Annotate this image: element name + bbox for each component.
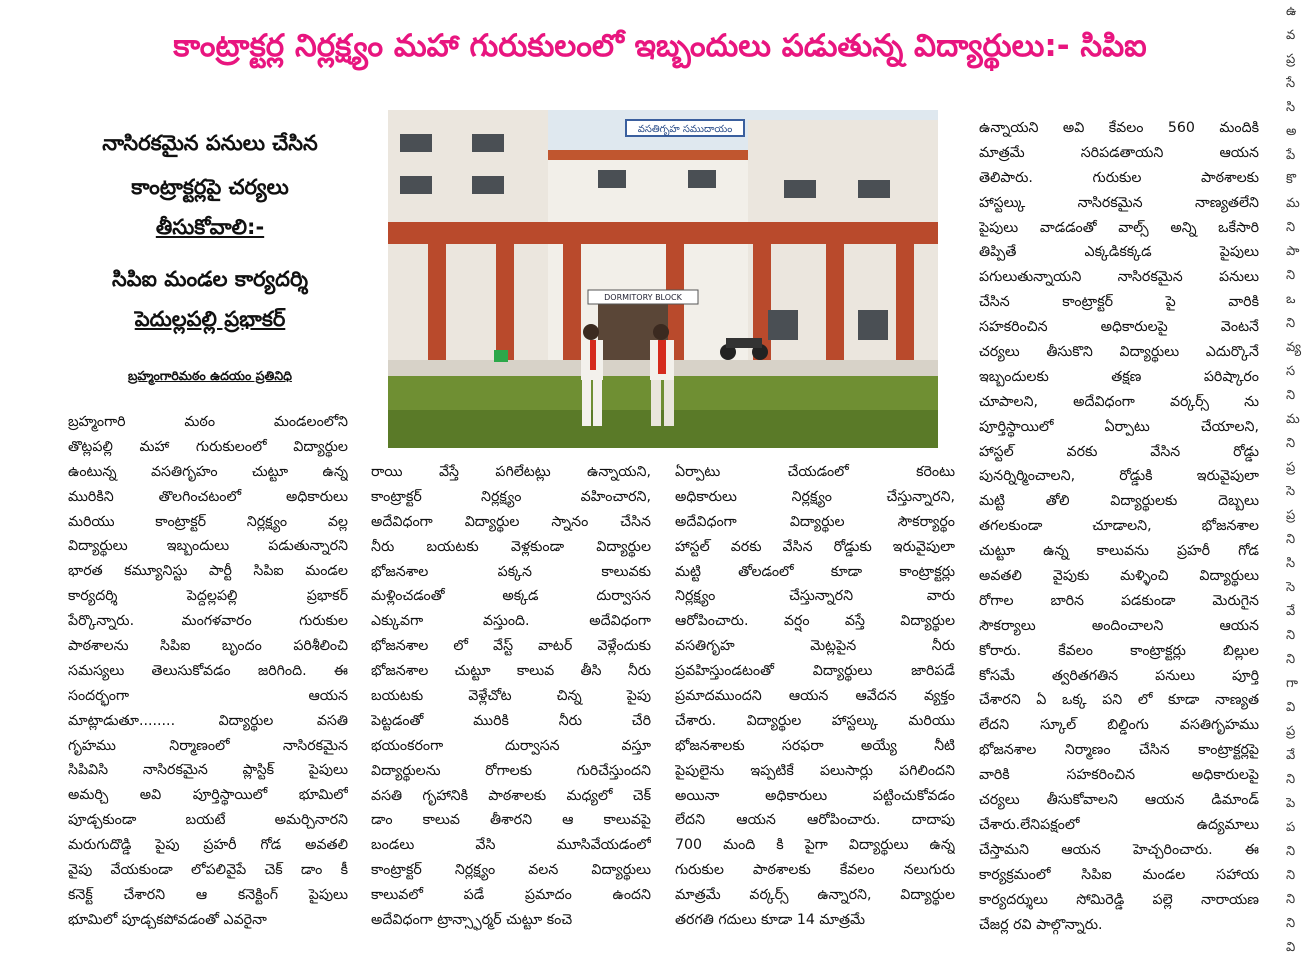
article-column-4 xyxy=(979,116,1259,937)
article-line: కాంట్రాక్టర్ నిర్లక్ష్యం వలన విద్యార్థులు xyxy=(371,862,651,879)
article-line: మురికిని తొలగించటంలో అధికారులు xyxy=(68,488,348,505)
edge-glyph: ని xyxy=(1286,436,1296,451)
article-line: పునర్నిర్మించాలని, రోడ్డుకి ఇరువైపులా xyxy=(979,468,1259,485)
article-line: లేదని ఆయన ఆరోపించారు. దాదాపు xyxy=(675,812,955,829)
article-line: బండలు వేసి మూసివేయడంలో xyxy=(371,837,651,854)
article-line: వసతి గృహానికి పాఠశాలకు మధ్యలో చెక్ xyxy=(371,787,651,804)
article-line: నీరు బయటకు వెళ్లకుండా విద్యార్థుల xyxy=(371,538,651,555)
photo-board-text: DORMITORY BLOCK xyxy=(604,293,682,302)
edge-glyph: పె xyxy=(1286,796,1296,811)
article-line: తరగతి గదులు కూడా 14 మాత్రమే xyxy=(675,912,866,929)
edge-glyph: ఉ xyxy=(1286,4,1297,19)
subhead-line-1: నాసిరకమైన పనులు చేసిన xyxy=(102,131,318,155)
article-line: ఏర్పాటు చేయడంలో కరెంటు xyxy=(675,464,955,480)
article-line: సహకరించిన అధికారులపై వెంటనే xyxy=(979,319,1259,336)
edge-glyph: ప్ర xyxy=(1286,460,1296,475)
article-line: మట్టి తోలి విద్యార్థులకు దెబ్బలు xyxy=(979,493,1259,510)
edge-glyph: గా xyxy=(1286,676,1298,691)
edge-glyph: ఒ xyxy=(1286,292,1296,307)
article-line: డాం కాలువ తీశారని ఆ కాలువపై xyxy=(371,812,651,829)
edge-glyph: పే xyxy=(1286,148,1296,163)
article-line: పైపులు వాడడంతో వాల్స్ అన్ని ఒకేసారి xyxy=(979,219,1259,236)
article-line: పూర్తిస్థాయిలో ఏర్పాటు చేయాలని, xyxy=(979,418,1259,435)
article-line: పెట్టడంతో మురికి నీరు చేరి xyxy=(371,712,651,729)
article-line: అదేవిధంగా విద్యార్థుల సౌకర్యార్థం xyxy=(675,513,955,530)
edge-glyph: సె xyxy=(1286,580,1296,595)
edge-glyph: ని xyxy=(1286,388,1296,403)
edge-glyph: ని xyxy=(1286,916,1296,931)
edge-glyph: ని xyxy=(1286,316,1296,331)
article-line: సందర్భంగా ఆయన xyxy=(68,687,348,704)
article-line: సమస్యలు తెలుసుకోవడం జరిగింది. ఈ xyxy=(68,662,348,679)
article-line: భోజనశాలకు సరఫరా అయ్యే నీటి xyxy=(675,737,955,754)
edge-glyph: అ xyxy=(1286,124,1297,139)
article-line: తిప్పితే ఎక్కడికక్కడ పైపులు xyxy=(979,244,1259,261)
article-line: కాంట్రాక్టర్ నిర్లక్ష్యం వహించారని, xyxy=(371,488,651,505)
edge-glyph: ని xyxy=(1286,268,1296,283)
subhead-line-5: పెదుల్లపల్లి ప్రభాకర్ xyxy=(134,307,286,331)
edge-glyph: ని xyxy=(1286,844,1296,859)
photo-sign-text: వసతిగృహ సముదాయం xyxy=(637,124,733,135)
edge-glyph: ని xyxy=(1286,532,1296,547)
article-line: భోజనశాల పక్కన కాలువకు xyxy=(371,563,651,580)
edge-glyph: ని xyxy=(1286,220,1296,235)
article-line: చేశారు.లేనిపక్షంలో ఉద్యమాలు xyxy=(979,816,1259,833)
article-line: మాత్రమే వర్కర్స్ ఉన్నారని, విద్యార్థుల xyxy=(675,887,955,904)
edge-glyph: ప్ర xyxy=(1286,724,1296,739)
article-column-3 xyxy=(675,460,955,933)
article-line: ఆరోపించారు. వర్షం వస్తే విద్యార్థుల xyxy=(675,613,955,630)
article-line: చేసిన కాంట్రాక్టర్ పై వారికి xyxy=(979,294,1259,311)
news-photo xyxy=(388,110,938,448)
edge-glyph: సి xyxy=(1286,556,1296,571)
article-line: భూమిలో పూడ్చకపోవడంతో ఎవరైనా xyxy=(68,911,267,928)
edge-glyph: వి xyxy=(1286,940,1296,955)
edge-glyph: పా xyxy=(1286,244,1300,259)
adjacent-article-edge xyxy=(1286,0,1306,961)
article-line: హాస్టల్కు నాసిరకమైన నాణ్యతలేని xyxy=(979,194,1259,211)
edge-glyph: వే xyxy=(1286,748,1296,763)
article-line: ఎక్కువగా వస్తుంది. అదేవిధంగా xyxy=(371,613,651,630)
subhead-line-3: తీసుకోవాలి:- xyxy=(155,215,265,239)
edge-glyph: మ xyxy=(1286,412,1300,427)
article-line: చేస్తామని ఆయన హెచ్చరించారు. ఈ xyxy=(979,841,1259,858)
edge-glyph: ని xyxy=(1286,772,1296,787)
article-line: తొట్లపల్లి మహా గురుకులంలో విద్యార్థుల xyxy=(68,438,348,455)
edge-glyph: ని xyxy=(1286,868,1296,883)
article-line: విద్యార్థులను రోగాలకు గురిచేస్తుందని xyxy=(371,762,651,779)
article-line: మాత్రమే సరిపడతాయని ఆయన xyxy=(979,144,1259,161)
article-line: అదేవిధంగా విద్యార్థుల స్నానం చేసిన xyxy=(371,513,651,530)
article-line: భోజనశాల నిర్మాణం చేసిన కాంట్రాక్టర్లపై xyxy=(979,742,1259,759)
article-line: గురుకుల పాఠశాలకు కేవలం నలుగురు xyxy=(675,862,955,879)
article-line: పూడ్చకుండా బయటే అమర్చినారని xyxy=(68,812,348,829)
article-line: బయటకు వెళ్లేచోట చిన్న పైపు xyxy=(371,688,651,705)
article-line: భోజనశాల చుట్టూ కాలువ తీసి నీరు xyxy=(371,663,651,680)
article-line: పైపులైను ఇప్పటికే పలుసార్లు పగిలిందని xyxy=(675,762,955,779)
edge-glyph: వే xyxy=(1286,604,1296,619)
hostel-building-illustration xyxy=(388,110,938,448)
article-line: చర్యలు తీసుకొని విద్యార్థులు ఎదుర్కొనే xyxy=(979,344,1259,361)
headline: కాంట్రాక్టర్ల నిర్లక్ష్యం మహా గురుకులంలో ఇబ్బందులు పడుతున్న విద్యార్థులు:- సిపిఐ xyxy=(173,28,1147,64)
article-line: నిర్లక్ష్యం చేస్తున్నారని వారు xyxy=(675,588,955,605)
article-line: భోజనశాల లో వేస్ట్ వాటర్ వెళ్లేందుకు xyxy=(371,638,651,655)
article-line: సిపివిసి నాసిరకమైన ప్లాస్టిక్ పైపులు xyxy=(68,762,348,779)
article-line: అమర్చి అవి పూర్తిస్థాయిలో భూమిలో xyxy=(68,787,348,804)
article-line: లేదని స్కూల్ బిల్డింగు వసతిగృహము xyxy=(979,717,1259,734)
article-line: కనెక్ట్ చేశారని ఆ కనెక్టింగ్ పైపులు xyxy=(68,886,348,903)
byline: బ్రహ్మంగారిమఠం ఉదయం ప్రతినిధి xyxy=(128,368,292,383)
article-line: చుట్టూ ఉన్న కాలువను ప్రహరీ గోడ xyxy=(979,543,1259,560)
article-line: కోసమే త్వరితగతిన పనులు పూర్తి xyxy=(979,667,1259,684)
edge-glyph: ప xyxy=(1286,820,1296,835)
subhead-line-4: సిపిఐ మండల కార్యదర్శి xyxy=(111,267,309,291)
article-line: మళ్లించడంతో అక్కడ దుర్వాసన xyxy=(371,588,651,605)
article-line: హాస్టల్ వరకు వేసిన రోడ్డుకు ఇరువైపులా xyxy=(675,538,955,555)
edge-glyph: కొ xyxy=(1286,172,1297,187)
article-line: కాలువలో పడే ప్రమాదం ఉందని xyxy=(371,887,651,904)
article-line: భయంకరంగా దుర్వాసన వస్తూ xyxy=(371,737,651,754)
edge-glyph: సె xyxy=(1286,484,1296,499)
article-line: చర్యలు తీసుకోవాలని ఆయన డిమాండ్ xyxy=(979,792,1259,809)
article-line: పేర్కొన్నారు. మంగళవారం గురుకుల xyxy=(68,613,348,630)
article-line: అవతలి వైపుకు మళ్ళించి విద్యార్థులు xyxy=(979,568,1259,585)
article-line: వైపు వేయకుండా లోపలివైపే చెక్ డాం కీ xyxy=(68,862,348,879)
article-line: వారికి సహకరించిన అధికారులపై xyxy=(979,767,1259,784)
article-line: అయినా అధికారులు పట్టించుకోవడం xyxy=(675,787,955,804)
article-line: తగలకుండా చూడాలని, భోజనశాల xyxy=(979,518,1259,535)
article-line: తెలిపారు. గురుకుల పాఠశాలకు xyxy=(979,169,1259,186)
article-line: 700 మంది కి పైగా విద్యార్థులు ఉన్న xyxy=(675,837,955,854)
edge-glyph: ప్ర xyxy=(1286,52,1296,67)
edge-glyph: ని xyxy=(1286,628,1296,643)
article-line: చూపాలని, అదేవిధంగా వర్కర్స్ ను xyxy=(979,393,1259,410)
edge-glyph: వ్య xyxy=(1286,340,1302,355)
article-line: మరియు కాంట్రాక్టర్ నిర్లక్ష్యం వల్ల xyxy=(68,513,348,530)
article-line: భారత కమ్యూనిస్టు పార్టీ సిపిఐ మండల xyxy=(68,563,348,580)
edge-glyph: స xyxy=(1286,364,1296,379)
edge-glyph: ని xyxy=(1286,652,1296,667)
article-line: కోరారు. కేవలం కాంట్రాక్టర్లు బిల్లుల xyxy=(979,642,1259,659)
edge-glyph: ని xyxy=(1286,892,1296,907)
article-line: మాట్లాడుతూ........ విద్యార్థుల వసతి xyxy=(68,712,348,729)
edge-glyph: సి xyxy=(1286,100,1296,115)
article-line: మరుగుదొడ్డి పైపు ప్రహరీ గోడ అవతలి xyxy=(68,837,348,854)
article-line: బ్రహ్మంగారి మఠం మండలంలోని xyxy=(68,414,348,430)
article-line: విద్యార్థులు ఇబ్బందులు పడుతున్నారని xyxy=(68,538,348,555)
article-line: హాస్టల్ వరకు వేసిన రోడ్డు xyxy=(979,443,1259,460)
edge-glyph: వ xyxy=(1286,28,1296,43)
article-line: గృహము నిర్మాణంలో నాసిరకమైన xyxy=(68,737,348,754)
article-line: పగులుతున్నాయని నాసిరకమైన పనులు xyxy=(979,269,1259,286)
article-line: రాయి వేస్తే పగిలేటట్లు ఉన్నాయని, xyxy=(371,464,651,480)
article-line: అదేవిధంగా ట్రాన్స్ఫార్మర్ చుట్టూ కంచె xyxy=(371,912,573,929)
green-bin xyxy=(494,350,508,362)
edge-glyph: సే xyxy=(1286,76,1296,91)
article-line: కార్యదర్శులు సోమిరెడ్డి పల్లె నారాయణ xyxy=(979,891,1259,908)
article-line: కార్యక్రమంలో సిపిఐ మండల సహాయ xyxy=(979,866,1259,883)
article-column-2 xyxy=(371,460,651,933)
edge-glyph: వి xyxy=(1286,700,1296,715)
article-line: సౌకర్యాలు అందించాలని ఆయన xyxy=(979,617,1259,634)
article-line: పాఠశాలను సిపిఐ బృందం పరిశీలించి xyxy=(68,638,348,655)
edge-glyph: మ xyxy=(1286,196,1300,211)
article-line: ఇబ్బందులకు తక్షణ పరిష్కారం xyxy=(979,368,1259,385)
article-line: చేజర్ల రవి పాల్గొన్నారు. xyxy=(979,916,1103,933)
article-line: రోగాల బారిన పడకుండా మెరుగైన xyxy=(979,592,1259,609)
article-line: మట్టి తోలడంలో కూడా కాంట్రాక్టర్లు xyxy=(675,563,955,580)
article-line: ఉన్నాయని అవి కేవలం 560 మందికి xyxy=(979,120,1259,136)
article-line: వసతిగృహ మెట్లపైన నీరు xyxy=(675,638,955,655)
article-line: ప్రమాదముందని ఆయన ఆవేదన వ్యక్తం xyxy=(675,688,955,705)
subhead-line-2: కాంట్రాక్టర్లపై చర్యలు xyxy=(131,175,289,199)
article-line: కార్యదర్శి పెద్దల్లపల్లి ప్రభాకర్ xyxy=(68,588,348,605)
article-line: చేశారు. విద్యార్థుల హాస్టల్కు మరియు xyxy=(675,712,955,729)
article-line: అధికారులు నిర్లక్ష్యం చేస్తున్నారని, xyxy=(675,488,955,505)
article-line: చేశారని ఏ ఒక్క పని లో కూడా నాణ్యత xyxy=(979,692,1259,709)
article-line: ఉంటున్న వసతిగృహం చుట్టూ ఉన్న xyxy=(68,463,348,480)
article-column-1 xyxy=(68,410,348,933)
edge-glyph: ప్ర xyxy=(1286,508,1296,523)
article-line: ప్రవహిస్తుండటంతో విద్యార్థులు జారిపడే xyxy=(675,663,955,680)
